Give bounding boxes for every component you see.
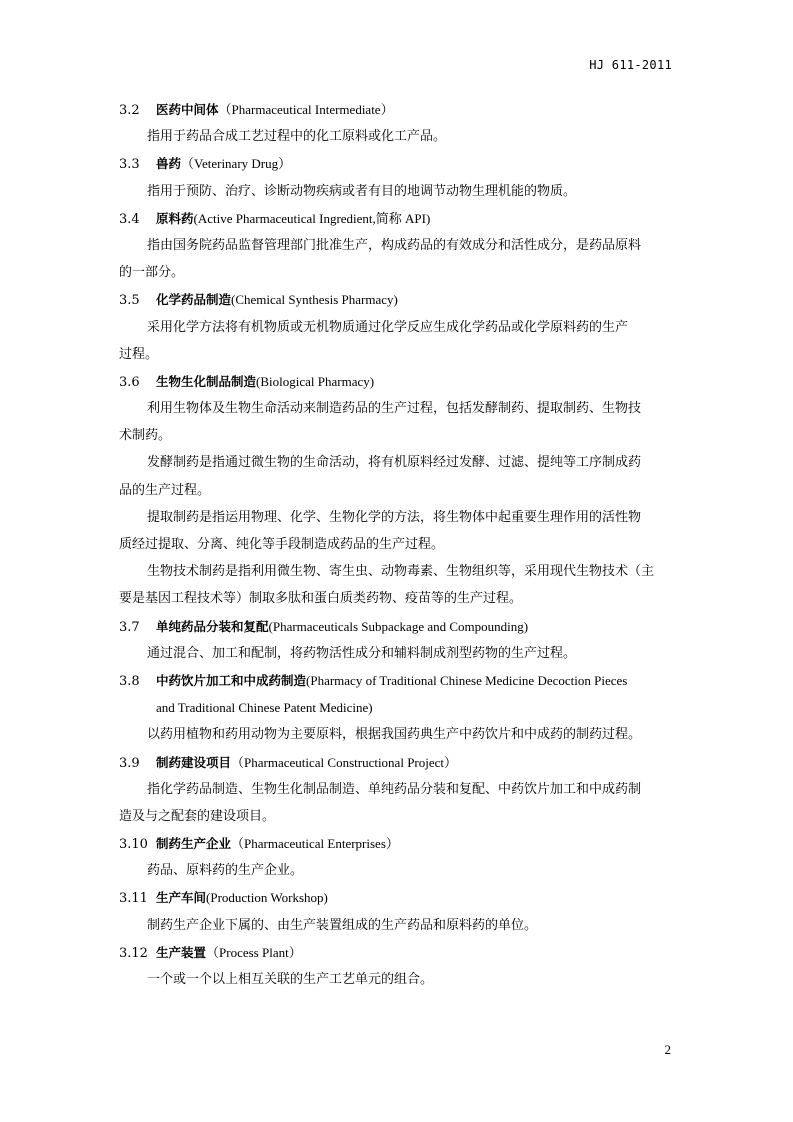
term-name-zh: 化学药品制造 <box>156 292 232 308</box>
paragraph-line: 提取制药是指运用物理、化学、生物化学的方法，将生物体中起重要生理作用的活性物 <box>147 509 642 525</box>
paragraph-line: 采用化学方法将有机物质或无机物质通过化学反应生成化学药品或化学原料药的生产 <box>147 319 629 335</box>
term-number: 3.4 <box>119 211 140 227</box>
paragraph-line: 生物技术制药是指利用微生物、寄生虫、动物毒素、生物组织等，采用现代生物技术（主 <box>147 564 655 580</box>
term-name-en: (Pharmaceuticals Subpackage and Compounding) <box>268 618 529 634</box>
term-name-en: （Pharmaceutical Constructional Project） <box>231 754 458 770</box>
term-heading <box>119 368 674 395</box>
term-name-zh: 制药建设项目 <box>156 754 232 770</box>
term-number: 3.2 <box>119 103 140 118</box>
term-heading <box>119 830 674 857</box>
term-name-en: (Pharmacy of Traditional Chinese Medicine Decoction Pieces <box>306 672 628 688</box>
term-name-zh: 单纯药品分装和复配 <box>156 618 269 634</box>
page-number: 2 <box>664 1042 671 1057</box>
term-number: 3.11 <box>119 891 148 907</box>
term-heading <box>119 667 674 694</box>
paragraph-line: 指用于药品合成工艺过程中的化工原料或化工产品。 <box>147 129 447 145</box>
paragraph-continuation: 要是基因工程技术等）制取多肽和蛋白质类药物、疫苗等的生产过程。 <box>119 591 523 607</box>
term-name-en: （Veterinary Drug） <box>181 156 292 172</box>
term-number: 3.9 <box>119 755 140 771</box>
term-name-zh: 中药饮片加工和中成药制造 <box>156 672 307 688</box>
paragraph-line: 指由国务院药品监督管理部门批准生产，构成药品的有效成分和活性成分，是药品原料 <box>147 237 642 253</box>
term-number: 3.5 <box>119 293 140 309</box>
paragraph-line: 制药生产企业下属的、由生产装置组成的生产药品和原料药的单位。 <box>147 917 538 933</box>
term-heading <box>119 205 674 232</box>
paragraph-line: 以药用植物和药用动物为主要原料，根据我国药典生产中药饮片和中成药的制药过程。 <box>147 727 642 743</box>
term-name-en: （Pharmaceutical Intermediate） <box>218 102 394 117</box>
document-body <box>119 96 674 993</box>
term-heading <box>119 96 674 123</box>
term-heading <box>119 749 674 776</box>
term-name-zh: 生产装置 <box>156 944 207 960</box>
term-number: 3.10 <box>119 837 148 853</box>
paragraph-continuation: 术制药。 <box>119 428 172 444</box>
term-name-en: (Production Workshop) <box>206 890 328 906</box>
term-heading <box>119 150 674 177</box>
paragraph-continuation: 造及与之配套的建设项目。 <box>119 808 276 824</box>
term-name-zh: 医药中间体 <box>156 102 219 117</box>
term-name-zh: 兽药 <box>156 156 182 172</box>
term-number: 3.3 <box>119 157 140 173</box>
term-heading <box>119 939 674 966</box>
paragraph-line: 指用于预防、治疗、诊断动物疾病或者有目的地调节动物生理机能的物质。 <box>147 183 577 199</box>
term-heading <box>119 286 674 313</box>
paragraph-line: 通过混合、加工和配制，将药物活性成分和辅料制成剂型药物的生产过程。 <box>147 645 577 661</box>
term-name-en: (Chemical Synthesis Pharmacy) <box>231 292 398 308</box>
term-number: 3.12 <box>119 945 148 961</box>
paragraph-line: 指化学药品制造、生物生化制品制造、单纯药品分装和复配、中药饮片加工和中成药制 <box>147 781 642 797</box>
term-number: 3.6 <box>119 374 140 390</box>
term-heading <box>119 884 674 911</box>
term-heading <box>119 613 674 640</box>
term-name-en: (Active Pharmaceutical Ingredient,简称 API) <box>193 210 431 226</box>
term-name-en: (Biological Pharmacy) <box>256 373 375 389</box>
term-number: 3.7 <box>119 619 140 635</box>
term-name-zh: 原料药 <box>156 210 194 226</box>
term-name-zh: 生物生化制品制造 <box>156 373 257 389</box>
term-heading-continuation: and Traditional Chinese Patent Medicine) <box>156 700 373 716</box>
paragraph-line: 药品、原料药的生产企业。 <box>147 863 304 879</box>
term-name-en: （Process Plant） <box>206 944 302 960</box>
paragraph-continuation: 质经过提取、分离、纯化等手段制造成药品的生产过程。 <box>119 537 445 552</box>
term-name-en: （Pharmaceutical Enterprises） <box>231 836 399 852</box>
paragraph-continuation: 的一部分。 <box>119 265 185 281</box>
paragraph-continuation: 过程。 <box>119 346 159 362</box>
paragraph-line: 发酵制药是指通过微生物的生命活动，将有机原料经过发酵、过滤、提纯等工序制成药 <box>147 455 642 471</box>
term-name-zh: 生产车间 <box>156 890 207 906</box>
paragraph-line: 一个或一个以上相互关联的生产工艺单元的组合。 <box>147 972 434 987</box>
paragraph-continuation: 品的生产过程。 <box>119 482 211 498</box>
standard-code: HJ 611-2011 <box>589 58 672 72</box>
term-number: 3.8 <box>119 673 140 689</box>
paragraph-line: 利用生物体及生物生命活动来制造药品的生产过程，包括发酵制药、提取制药、生物技 <box>147 401 642 417</box>
term-name-zh: 制药生产企业 <box>156 836 232 852</box>
